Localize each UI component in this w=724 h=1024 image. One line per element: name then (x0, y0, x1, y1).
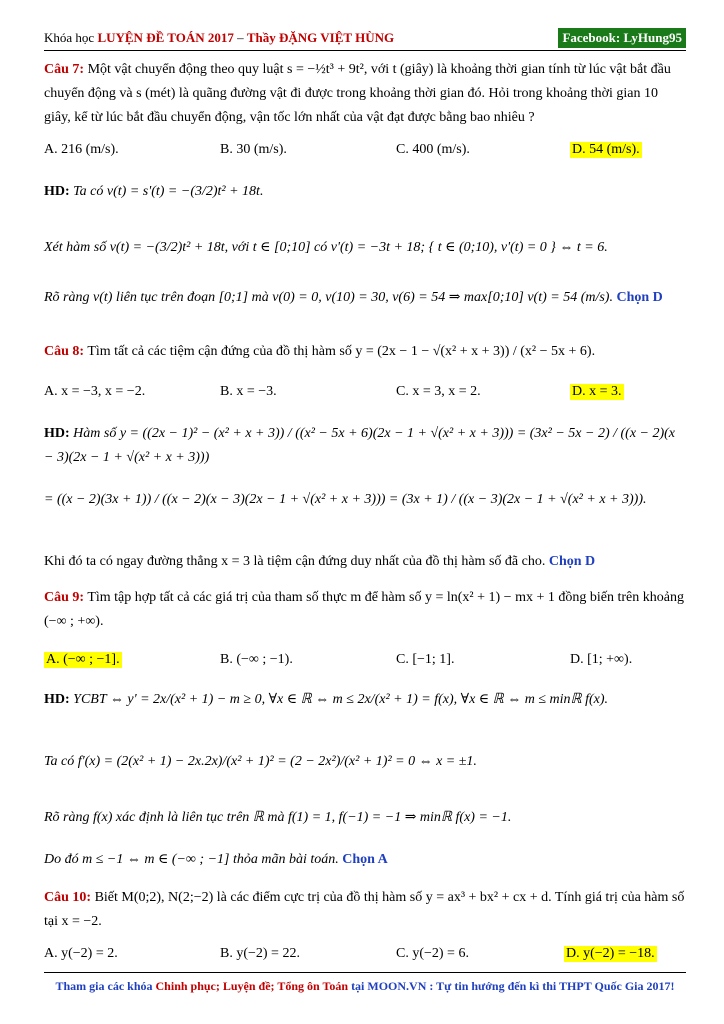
option-d-highlighted: D. y(−2) = −18. (566, 946, 655, 961)
question-text: Tìm tất cả các tiệm cận đứng của đồ thị hàm số y = (2x − 1 − √(x² + x + 3)) / (x² − 5x + 6). (87, 344, 596, 359)
answer-options (44, 142, 686, 164)
page-footer: Tham gia các khóa Chinh phục; Luyện đề; Tổng ôn Toán tại MOON.VN : Tự tin hướng đến kì thi THPT Quốc Gia 2017! (44, 972, 686, 994)
solution-q9-line-4: Do đó m ≤ −1 ⇔ m ∈ (−∞ ; −1] thỏa mãn bài toán. Chọn A (44, 852, 388, 867)
option-b: B. (−∞ ; −1). (220, 652, 293, 667)
question-label: Câu 7: (44, 62, 85, 77)
solution-q7-line-2: Xét hàm số v(t) = −(3/2)t² + 18t, với t ∈ [0;10] có v'(t) = −3t + 18; { t ∈ (0;10), v'(t) = 0 } ⇔ t = 6. (44, 240, 608, 255)
option-d-highlighted: D. x = 3. (572, 384, 622, 399)
solution-q8-line-1: HD: Hàm số y = ((2x − 1)² − (x² + x + 3)) / ((x² − 5x + 6)(2x − 1 + √(x² + x + 3))) = (3x² − 5x − 2) / ((x − 2)(x − 3)(2x − 1 + √(x² + x + 3))) (44, 426, 676, 465)
question-text: Biết M(0;2), N(2;−2) là các điểm cực trị của đồ thị hàm số y = ax³ + bx² + cx + d. Tính giá trị của hàm số tại x = −2. (44, 890, 685, 929)
option-b: B. y(−2) = 22. (220, 946, 300, 961)
solution-q7-line-1: HD: Ta có v(t) = s'(t) = −(3/2)t² + 18t. (44, 184, 264, 199)
solution-q9-line-2: Ta có f'(x) = (2(x² + 1) − 2x.2x)/(x² + 1)² = (2 − 2x²)/(x² + 1)² = 0 ⇔ x = ±1. (44, 754, 477, 769)
option-c: C. 400 (m/s). (396, 142, 470, 157)
answer-choice: Chọn D (548, 554, 596, 569)
facebook-badge: Facebook: LyHung95 (558, 28, 686, 48)
page-header (44, 28, 686, 51)
option-c: C. y(−2) = 6. (396, 946, 469, 961)
solution-q9-line-1: HD: YCBT ⇔ y' = 2x/(x² + 1) − m ≥ 0, ∀x ∈ ℝ ⇔ m ≤ 2x/(x² + 1) = f(x), ∀x ∈ ℝ ⇔ m ≤ minℝ f(x). (44, 692, 609, 707)
solution-q7-line-3: Rõ ràng v(t) liên tục trên đoạn [0;1] mà v(0) = 0, v(10) = 30, v(6) = 54 ⇒ max[0;10] v(t) = 54 (m/s). Chọn D (44, 290, 663, 305)
solution-q8-line-2: = ((x − 2)(3x + 1)) / ((x − 2)(x − 3)(2x − 1 + √(x² + x + 3))) = (3x + 1) / ((x − 3)(2x − 1 + √(x² + x + 3))). (44, 492, 647, 507)
option-c: C. x = 3, x = 2. (396, 384, 481, 399)
question-9 (44, 586, 686, 634)
solution-q9-line-3: Rõ ràng f(x) xác định là liên tục trên ℝ mà f(1) = 1, f(−1) = −1 ⇒ minℝ f(x) = −1. (44, 810, 512, 825)
answer-choice: Chọn A (342, 852, 388, 867)
question-label: Câu 8: (44, 344, 85, 359)
answer-options (44, 946, 686, 968)
option-a-highlighted: A. (−∞ ; −1]. (46, 652, 120, 667)
solution-q8-line-3: Khi đó ta có ngay đường thẳng x = 3 là tiệm cận đứng duy nhất của đồ thị hàm số đã cho. Chọn D (44, 554, 596, 569)
question-8 (44, 340, 686, 364)
option-a: A. x = −3, x = −2. (44, 384, 146, 399)
option-d: D. [1; +∞). (570, 652, 633, 667)
option-d-highlighted: D. 54 (m/s). (572, 142, 640, 157)
course-title: Khóa học LUYỆN ĐỀ TOÁN 2017 – Thầy ĐẶNG VIỆT HÙNG (44, 30, 395, 45)
answer-choice: Chọn D (616, 290, 663, 305)
question-10 (44, 886, 686, 934)
answer-options (44, 384, 686, 406)
answer-options (44, 652, 686, 674)
question-label: Câu 9: (44, 590, 85, 605)
question-text: Tìm tập hợp tất cả các giá trị của tham số thực m để hàm số y = ln(x² + 1) − mx + 1 đồng biến trên khoảng (−∞ ; +∞). (44, 590, 684, 629)
question-7 (44, 58, 686, 130)
question-text: Một vật chuyển động theo quy luật s = −½t³ + 9t², với t (giây) là khoảng thời gian tính từ lúc vật bắt đầu chuyển động và s (mét) là quãng đường vật đi được trong khoảng thời gian đó. Hỏi trong khoảng thời gian 10 giây, kể từ lúc bắt đầu chuyển động, vận tốc lớn nhất của vật đạt được bằng bao nhiêu ? (44, 62, 671, 125)
option-a: A. 216 (m/s). (44, 142, 119, 157)
question-label: Câu 10: (44, 890, 92, 905)
option-b: B. x = −3. (220, 384, 277, 399)
option-c: C. [−1; 1]. (396, 652, 455, 667)
option-b: B. 30 (m/s). (220, 142, 287, 157)
option-a: A. y(−2) = 2. (44, 946, 118, 961)
